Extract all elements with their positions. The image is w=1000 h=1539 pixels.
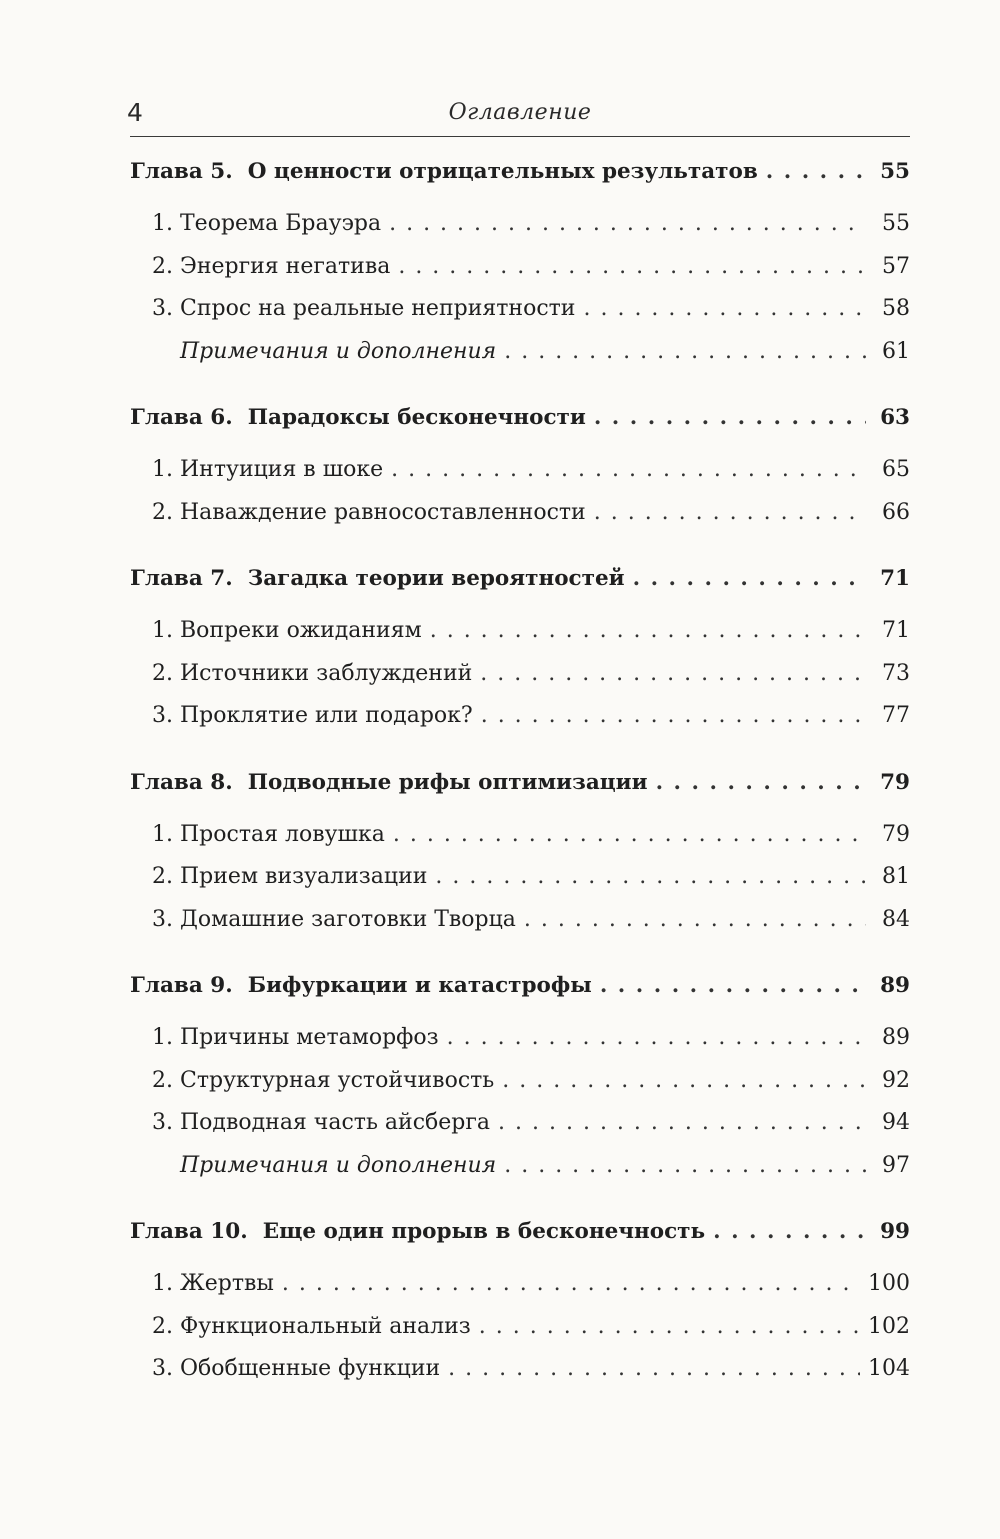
- section-entry[interactable]: [130, 211, 910, 254]
- chapter-block: [130, 405, 910, 542]
- section-title: Проклятие или подарок?: [180, 703, 473, 728]
- section-number: 1.: [152, 618, 173, 643]
- section-entry[interactable]: [130, 457, 910, 500]
- section-number: 3.: [152, 1110, 173, 1135]
- table-of-contents: [130, 159, 910, 1399]
- section-page-number: 97: [882, 1152, 910, 1178]
- section-number: 2.: [152, 1313, 173, 1339]
- section-number: 3.: [152, 703, 173, 728]
- chapter-name: Бифуркации и катастрофы: [247, 973, 592, 998]
- section-title: Домашние заготовки Творца: [180, 906, 516, 932]
- section-page-number: 61: [882, 338, 910, 364]
- section-title: Энергия негатива: [180, 253, 391, 279]
- chapter-block: [130, 159, 910, 381]
- section-page-number: 58: [882, 296, 910, 321]
- dot-leader: [398, 254, 866, 279]
- section-number: 2.: [152, 660, 173, 686]
- dot-leader: [391, 457, 866, 482]
- notes-entry[interactable]: [130, 339, 910, 382]
- dot-leader: [447, 1025, 866, 1050]
- chapter-label: Глава 5.: [130, 159, 233, 184]
- section-page-number: 71: [882, 618, 910, 643]
- dot-leader: [600, 973, 866, 998]
- section-title: Примечания и дополнения: [180, 1152, 497, 1178]
- chapter-block: [130, 973, 910, 1195]
- chapter-page-number: 79: [880, 769, 910, 795]
- section-entry[interactable]: [130, 618, 910, 661]
- section-entry[interactable]: [130, 296, 910, 339]
- dot-leader: [480, 661, 866, 686]
- chapter-block: [130, 770, 910, 950]
- chapter-title: [130, 159, 758, 184]
- section-entry[interactable]: [130, 1271, 910, 1314]
- section-entry[interactable]: [130, 254, 910, 297]
- section-title: Жертвы: [180, 1271, 274, 1296]
- dot-leader: [504, 339, 866, 364]
- page-number: 4: [127, 98, 143, 127]
- chapter-title: [130, 770, 648, 795]
- section-entry[interactable]: [130, 500, 910, 543]
- section-page-number: 66: [882, 499, 910, 525]
- book-page: [127, 90, 910, 1423]
- chapter-entry[interactable]: [130, 159, 910, 203]
- chapter-page-number: 63: [880, 405, 910, 430]
- section-title: Функциональный анализ: [180, 1313, 471, 1339]
- chapter-entry[interactable]: [130, 770, 910, 814]
- section-page-number: 65: [882, 457, 910, 482]
- section-entry[interactable]: [130, 1314, 910, 1357]
- section-title: Теорема Брауэра: [180, 211, 382, 236]
- section-number: 1.: [152, 821, 173, 847]
- section-entry[interactable]: [130, 822, 910, 865]
- section-number: 2.: [152, 864, 173, 889]
- dot-leader: [498, 1110, 866, 1135]
- section-page-number: 104: [868, 1356, 910, 1381]
- dot-leader: [583, 296, 866, 321]
- chapter-entry[interactable]: [130, 405, 910, 449]
- chapter-name: Загадка теории вероятностей: [247, 566, 625, 591]
- section-page-number: 57: [882, 253, 910, 279]
- chapter-label: Глава 8.: [130, 769, 233, 795]
- section-page-number: 55: [882, 211, 910, 236]
- chapter-page-number: 99: [880, 1219, 910, 1244]
- dot-leader: [594, 500, 866, 525]
- chapter-page-number: 89: [880, 973, 910, 998]
- section-title: Источники заблуждений: [180, 660, 473, 686]
- dot-leader: [656, 770, 866, 795]
- section-title: Структурная устойчивость: [180, 1067, 495, 1093]
- dot-leader: [481, 703, 866, 728]
- dot-leader: [633, 566, 866, 591]
- chapter-name: О ценности отрицательных результатов: [247, 159, 758, 184]
- chapter-label: Глава 10.: [130, 1219, 248, 1244]
- section-title: Спрос на реальные неприятности: [180, 296, 576, 321]
- section-number: 2.: [152, 499, 173, 525]
- section-entry[interactable]: [130, 703, 910, 746]
- section-number: 2.: [152, 253, 173, 279]
- running-title: Оглавление: [448, 100, 592, 125]
- dot-leader: [504, 1153, 866, 1178]
- chapter-entry[interactable]: [130, 973, 910, 1017]
- chapter-label: Глава 7.: [130, 566, 233, 591]
- section-number: 3.: [152, 906, 173, 932]
- section-page-number: 77: [882, 703, 910, 728]
- dot-leader: [448, 1356, 860, 1381]
- section-entry[interactable]: [130, 864, 910, 907]
- dot-leader: [502, 1068, 866, 1093]
- section-page-number: 94: [882, 1110, 910, 1135]
- section-number: 1.: [152, 211, 173, 236]
- chapter-label: Глава 6.: [130, 405, 233, 430]
- notes-entry[interactable]: [130, 1153, 910, 1196]
- dot-leader: [435, 864, 866, 889]
- section-entry[interactable]: [130, 1356, 910, 1399]
- dot-leader: [713, 1219, 866, 1244]
- section-title: Наваждение равносоставленности: [180, 499, 586, 525]
- chapter-entry[interactable]: [130, 566, 910, 610]
- section-number: 1.: [152, 1025, 173, 1050]
- section-page-number: 84: [882, 906, 910, 932]
- chapter-page-number: 55: [880, 159, 910, 184]
- dot-leader: [524, 907, 866, 932]
- chapter-title: [130, 566, 625, 591]
- section-number: 3.: [152, 296, 173, 321]
- section-title: Прием визуализации: [180, 864, 428, 889]
- section-page-number: 79: [882, 821, 910, 847]
- section-entry[interactable]: [130, 907, 910, 950]
- chapter-entry[interactable]: [130, 1219, 910, 1263]
- section-title: Примечания и дополнения: [180, 338, 497, 364]
- section-title: Причины метаморфоз: [180, 1025, 439, 1050]
- section-page-number: 100: [868, 1271, 910, 1296]
- section-entry[interactable]: [130, 1110, 910, 1153]
- section-title: Интуиция в шоке: [180, 457, 384, 482]
- dot-leader: [766, 159, 866, 184]
- section-page-number: 92: [882, 1067, 910, 1093]
- dot-leader: [389, 211, 866, 236]
- chapter-name: Подводные рифы оптимизации: [247, 769, 648, 795]
- chapter-page-number: 71: [880, 566, 910, 591]
- dot-leader: [282, 1271, 860, 1296]
- section-number: 1.: [152, 1271, 173, 1296]
- dot-leader: [594, 405, 866, 430]
- dot-leader: [393, 822, 866, 847]
- section-number: 1.: [152, 457, 173, 482]
- section-title: Вопреки ожиданиям: [180, 618, 422, 643]
- chapter-name: Еще один прорыв в бесконечность: [262, 1219, 706, 1244]
- section-number: 2.: [152, 1067, 173, 1093]
- section-entry[interactable]: [130, 661, 910, 704]
- chapter-title: [130, 1219, 705, 1244]
- section-page-number: 89: [882, 1025, 910, 1050]
- chapter-title: [130, 405, 586, 430]
- section-number: 3.: [152, 1356, 173, 1381]
- dot-leader: [430, 618, 866, 643]
- chapter-title: [130, 973, 592, 998]
- section-entry[interactable]: [130, 1068, 910, 1111]
- section-page-number: 81: [882, 864, 910, 889]
- running-head: [127, 90, 910, 137]
- section-page-number: 73: [882, 660, 910, 686]
- chapter-block: [130, 566, 910, 746]
- section-page-number: 102: [868, 1313, 910, 1339]
- section-entry[interactable]: [130, 1025, 910, 1068]
- chapter-name: Парадоксы бесконечности: [247, 405, 586, 430]
- chapter-block: [130, 1219, 910, 1399]
- chapter-label: Глава 9.: [130, 973, 233, 998]
- dot-leader: [479, 1314, 860, 1339]
- section-title: Обобщенные функции: [180, 1356, 441, 1381]
- section-title: Простая ловушка: [180, 821, 385, 847]
- section-title: Подводная часть айсберга: [180, 1110, 491, 1135]
